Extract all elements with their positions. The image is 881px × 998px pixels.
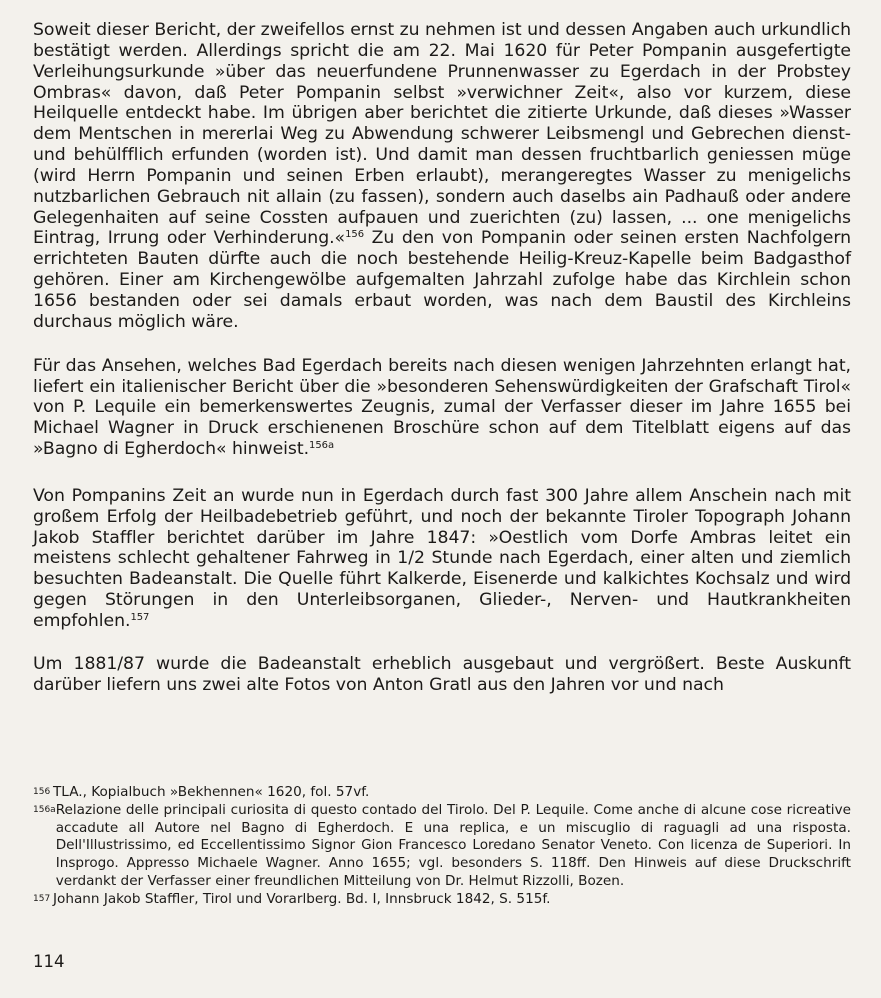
paragraph-1: [33, 20, 851, 333]
footnote-ref-156: 156: [345, 229, 365, 241]
footnote-ref-156a: 156a: [309, 440, 335, 452]
footnote-157: [33, 891, 851, 909]
footnote-mark: 156: [33, 787, 51, 797]
footnote-156: [33, 784, 851, 802]
footnote-text: Relazione delle principali curiosita di questo contado del Tirolo. Del P. Lequile. Come anche di alcune cose ricreative accadute all Autore nel Bagno di Egherdoch. E una replica, e un miscuglio di raguagli ad una risposta. Dell'Illustrissimo, ed Eccellentissimo Signor Gion Francesco Loredano Senator Veneto. Con licenza de Superiori. In Insprogo. Appresso Michaele Wagner. Anno 1655; vgl. besonders S. 118ff. Den Hinweis auf diese Druckschrift verdankt der Verfasser einer freundlichen Mitteilung von Dr. Helmut Rizzolli, Bozen.: [55, 801, 851, 889]
footnote-mark: 156a: [33, 804, 56, 815]
paragraph-2: [33, 356, 851, 460]
page-number: 114: [33, 952, 65, 971]
paragraph-1-continuation: Zu den von Pompanin oder seinen ersten Nachfolgern errichteten Bauten dürfte auch die noch bestehende Heilig-Kreuz-Kapelle beim Badgasthof gehören. Einer am Kirchengewölbe aufgemalten Jahrzahl zufolge habe das Kirchlein schon 1656 bestanden oder sei damals erbaut worden, was nach dem Baustil des Kirchleins durchaus möglich wäre.: [33, 228, 851, 332]
paragraph-2-text: Für das Ansehen, welches Bad Egerdach bereits nach diesen wenigen Jahrzehnten erlangt hat, liefert ein italienischer Bericht über die »besonderen Sehenswürdigkeiten der Grafschaft Tirol« von P. Lequile ein bemerkenswertes Zeugnis, zumal der Verfasser dieser im Jahre 1655 bei Michael Wagner in Druck erschienenen Broschüre schon auf dem Titelblatt eigens auf das »Bagno di Egherdoch« hinweist.: [33, 355, 851, 460]
paragraph-1-text: Soweit dieser Bericht, der zweifellos ernst zu nehmen ist und dessen Angaben auch urkundlich bestätigt werden. Allerdings spricht die am 22. Mai 1620 für Peter Pompanin ausgefertigte Verleihungsurkunde »über das neuerfundene Prunnenwasser zu Egerdach in der Probstey Ombras« davon, daß Peter Pompanin selbst »verwichner Zeit«, also vor kurzem, diese Heilquelle entdeckt habe. Im übrigen aber berichtet die zitierte Urkunde, daß dieses »Wasser dem Mentschen in mererlai Weg zu Abwendung schwerer Leibsmengl und Gebrechen dienst- und behülfflich erfunden (worden ist). Und damit man dessen fruchtbarlich geniessen müge (wird Herrn Pompanin und seinen Erben erlaubt), merangeregtes Wasser zu menigelichs nutzbarlichen Gebrauch nit allain (zu fassen), sondern auch daselbs ain Padhauß oder andere Gelegenhaiten auf seine Cossten aufpauen und zuerichten (zu) lassen, ... one menigelichs Eintrag, Irrung oder Verhinderung.«: [33, 20, 851, 249]
paragraph-4-text: Um 1881/87 wurde die Badeanstalt erheblich ausgebaut und vergrößert. Beste Auskunft darüber liefern uns zwei alte Fotos von Anton Gratl aus den Jahren vor und nach: [33, 653, 851, 695]
footnote-text: TLA., Kopialbuch »Bekhennen« 1620, fol. 57vf.: [53, 784, 370, 800]
footnote-ref-157: 157: [130, 611, 150, 623]
paragraph-3: [33, 486, 851, 632]
footnote-156a: [33, 802, 851, 891]
paragraph-4: [33, 654, 851, 696]
footnotes: [33, 784, 851, 909]
paragraph-3-text: Von Pompanins Zeit an wurde nun in Egerdach durch fast 300 Jahre allem Anschein nach mit großem Erfolg der Heilbadebetrieb geführt, und noch der bekannte Tiroler Topograph Johann Jakob Staffler berichtet darüber im Jahre 1847: »Oestlich vom Dorfe Ambras leitet ein meistens schlecht gehaltener Fahrweg in 1/2 Stunde nach Egerdach, einer alten und ziemlich besuchten Badeanstalt. Die Quelle führt Kalkerde, Eisenerde und kalkichtes Kochsalz und wird gegen Störungen in den Unterleibsorganen, Glieder-, Nerven- und Hautkrankheiten empfohlen.: [33, 485, 851, 631]
main-text: [33, 20, 851, 695]
footnote-text: Johann Jakob Staffler, Tirol und Vorarlberg. Bd. I, Innsbruck 1842, S. 515f.: [53, 890, 551, 907]
footnote-mark: 157: [33, 893, 51, 904]
